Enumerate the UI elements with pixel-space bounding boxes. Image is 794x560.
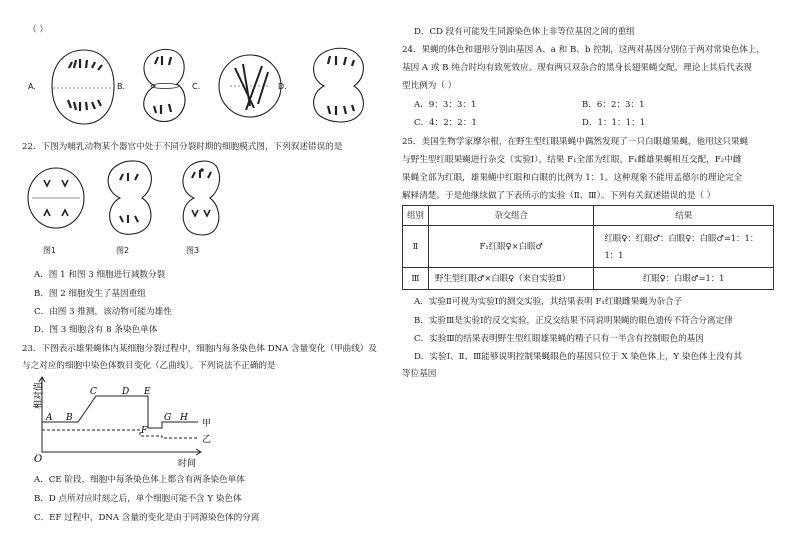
q25-option-d-cont: 等位基因 bbox=[402, 369, 437, 379]
q23-stem-line1: 23．下图表示雄果蝇体内某细胞分裂过程中，细胞内每条染色体 DNA 含量变化（甲曲线）及 bbox=[22, 344, 377, 354]
q23-ylabel: 相对值 bbox=[34, 381, 44, 409]
q25-line2: 与野生型红眼果蝇进行杂交（实验Ⅰ），结果 F₁全部为红眼。F₁雌雄果蝇相互交配，F₂中雌 bbox=[402, 155, 742, 165]
q25-th-cross: 杂交组合 bbox=[428, 206, 594, 226]
q25-table-row bbox=[403, 226, 774, 268]
q25-option-b: B．实验Ⅲ是实验Ⅰ的反交实验，正反交结果不同说明果蝇的眼色遗传不符合分离定律 bbox=[414, 316, 733, 326]
q25-option-a: A．实验Ⅱ可视为实验Ⅰ的测交实验，其结果表明 F₁红眼雌果蝇为杂合子 bbox=[414, 297, 683, 307]
q22-stem: 22．下图为哺乳动物某个器官中处于不同分裂时期的细胞模式图，下列叙述错误的是 bbox=[22, 142, 343, 152]
right-column bbox=[402, 0, 782, 560]
q24-line1: 24．果蝇的体色和翅形分别由基因 A、a 和 B、b 控制，这两对基因分别位于两对常染色体上， bbox=[402, 45, 765, 55]
q25-th-group: 组别 bbox=[403, 206, 429, 226]
q21-bracket: （ ） bbox=[28, 25, 48, 35]
q23-series-yi-label: 乙 bbox=[202, 435, 212, 445]
q24-option-a: A．9：3：3：1 bbox=[414, 100, 477, 110]
q23-point-d: D bbox=[122, 387, 130, 397]
q22-option-b: B．图 2 细胞发生了基因重组 bbox=[34, 289, 146, 299]
q21-label-c: C. bbox=[192, 82, 201, 91]
q22-cell-figures bbox=[22, 158, 222, 258]
q24-option-c: C．4：2：2：1 bbox=[414, 118, 477, 128]
q25-table-row bbox=[403, 268, 774, 290]
q22-option-c: C．由图 3 推测，该动物可能为雄性 bbox=[34, 307, 172, 317]
q23-stem-line2: 与之对应的细胞中染色体数目变化（乙曲线）。下列说法不正确的是 bbox=[22, 361, 276, 371]
q25-table-header-row bbox=[403, 206, 774, 226]
q25-table bbox=[402, 205, 774, 290]
q21-label-d: D. bbox=[278, 82, 287, 91]
q24-line2: 基因 A 或 B 纯合时均有致死效应。现有两只双杂合的黑身长翅果蝇交配，理论上其后代表现 bbox=[402, 63, 753, 73]
q24-option-d: D．1：1：1：1 bbox=[582, 118, 646, 128]
q22-fig2-cell bbox=[108, 161, 151, 234]
q25-option-c: C．实验Ⅲ的结果表明野生型红眼雄果蝇的精子只有一半含有控制眼色的基因 bbox=[414, 334, 704, 344]
q25-row2-cross: F₁红眼♀×白眼♂ bbox=[428, 226, 594, 268]
q21-cell-b bbox=[144, 49, 185, 121]
q25-row2-result-cell bbox=[594, 226, 774, 268]
q22-option-d: D．图 3 细胞含有 8 条染色单体 bbox=[34, 325, 158, 335]
q22-caption-1: 图1 bbox=[43, 246, 57, 255]
q23-point-g: G bbox=[164, 413, 172, 423]
q23-point-a: A bbox=[46, 413, 53, 423]
q23-chart bbox=[30, 374, 230, 468]
q21-cell-figures bbox=[22, 44, 392, 128]
q23-series-jia-label: 甲 bbox=[202, 419, 212, 429]
q23-curve-jia bbox=[42, 396, 198, 428]
q22-caption-2: 图2 bbox=[116, 246, 130, 255]
q23-point-h: H bbox=[180, 413, 188, 423]
q23-option-b: B．D 点所对应时刻之后，单个细胞可能不含 Y 染色体 bbox=[34, 494, 242, 504]
q25-line1: 25．美国生物学家摩尔根，在野生型红眼果蝇中偶然发现了一只白眼雄果蝇，他用这只果蝇 bbox=[402, 137, 749, 147]
q22-option-a: A．图 1 和图 3 细胞进行减数分裂 bbox=[34, 270, 166, 280]
q22-fig1-cell bbox=[28, 168, 84, 228]
q21-cell-c bbox=[219, 55, 281, 117]
q23-axes bbox=[39, 377, 201, 455]
q22-caption-3: 图3 bbox=[186, 246, 200, 255]
q25-line3: 果蝇全部为红眼，雄果蝇中红眼和白眼的比例为 1：1。这种现象不能用孟德尔的理论完全 bbox=[402, 173, 743, 183]
q25-row2-result: 红眼♀：红眼♂：白眼♀：白眼♂=1：1： bbox=[604, 233, 759, 243]
q25-th-result: 结果 bbox=[594, 206, 774, 226]
q21-label-a: A. bbox=[28, 82, 36, 91]
q23-option-a: A．CE 阶段，细胞中每条染色体上都含有两条染色单体 bbox=[34, 475, 245, 485]
q25-row2-result-cont: 1：1 bbox=[604, 249, 624, 260]
q23-option-c: C．EF 过程中，DNA 含量的变化是由于同源染色体的分离 bbox=[34, 513, 260, 523]
q23-point-c: C bbox=[90, 387, 97, 397]
q23-origin: O bbox=[34, 454, 43, 465]
q21-cell-a bbox=[52, 50, 114, 124]
q23-option-d: D．CD 段有可能发生同源染色体上非等位基因之间的重组 bbox=[414, 27, 635, 37]
q23-point-e: E bbox=[144, 387, 151, 397]
q23-point-f: F bbox=[141, 426, 148, 436]
q23-xlabel: 时间 bbox=[178, 459, 197, 468]
q23-point-b: B bbox=[66, 413, 73, 423]
q21-label-b: B. bbox=[117, 82, 126, 91]
q25-row2-group: Ⅱ bbox=[403, 226, 429, 268]
q25-line4: 解释清楚。于是他继续做了下表所示的实验（Ⅱ、Ⅲ）。下列有关叙述错误的是（ ） bbox=[402, 191, 716, 201]
q23-curve-yi bbox=[42, 430, 198, 438]
q25-row3-cross: 野生型红眼♂×白眼♀（来自实验Ⅱ） bbox=[428, 268, 594, 290]
q25-row3-result: 红眼♀：白眼♂=1：1 bbox=[594, 268, 774, 290]
q25-row3-group: Ⅲ bbox=[403, 268, 429, 290]
q22-fig3-cell bbox=[183, 161, 220, 235]
q25-option-d: D．实验Ⅰ、Ⅱ、Ⅲ能够说明控制果蝇眼色的基因只位于 X 染色体上，Y 染色体上没有其 bbox=[414, 352, 742, 362]
left-column bbox=[22, 0, 392, 560]
q24-line3: 型比例为（ ） bbox=[402, 81, 457, 91]
q24-option-b: B．6：2：3：1 bbox=[582, 100, 645, 110]
q21-cell-d bbox=[314, 48, 364, 122]
